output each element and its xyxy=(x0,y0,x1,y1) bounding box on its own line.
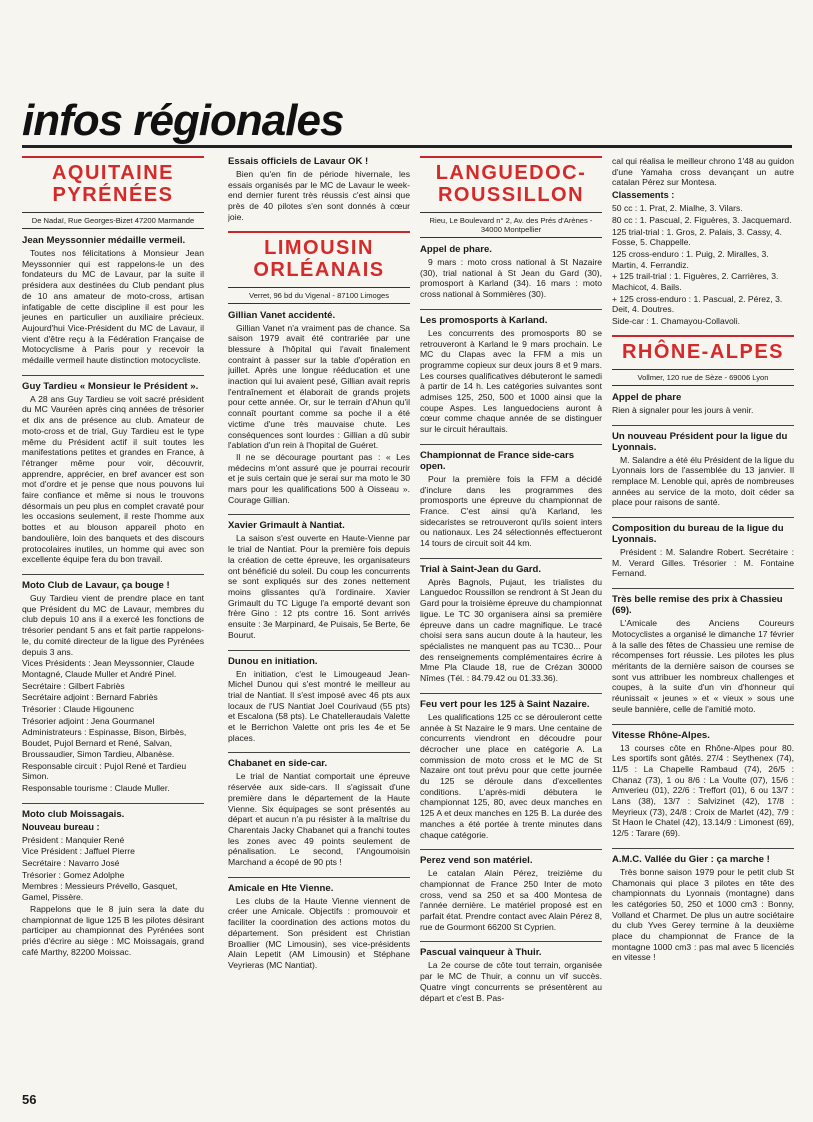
article-body: La saison s'est ouverte en Haute-Vienne par le trial de Nantiat. Pour la première fois depuis la création de cette épreuve, les organisateurs ont bénéficié du soleil. Du coup les concurrents se sont expliqués sur des zones nettement moins glissantes qu'à l'ordinaire. Xavier Grimault du TC Liguge l'a emporté devant son frère Gino : 12 pts contre 16. Sont arrivés ensuite : 3e Marpinard, 4e Puisais, 5e Berte, 6e Bourut. xyxy=(228,533,410,640)
list-item: Vices Présidents : Jean Meyssonnier, Claude Montagné, Claude Muller et André Pinel. xyxy=(22,658,195,679)
region-address: De Nadaï, Rue Georges-Bizet 47200 Marmande xyxy=(22,212,204,229)
article-body: Les clubs de la Haute Vienne viennent de créer une Amicale. Objectifs : promouvoir et faciliter la coordination des actions motos du département. Son président est Christian Broallier (MC Limousin), ses vice-présidents Alain Lepetit (AM Limousin) et Stéphane Veyrieras (MC Nantiat). xyxy=(228,895,410,970)
list-item: Trésorier : Claude Higounenc xyxy=(22,704,134,715)
list-item: + 125 trail-trial : 1. Figuères, 2. Carrières, 3. Machicot, 4. Bails. xyxy=(612,271,779,293)
classements-label: Classements : xyxy=(612,190,675,201)
article-title: Amicale en Hte Vienne. xyxy=(228,877,410,894)
article-title: Pascual vainqueur à Thuir. xyxy=(420,941,602,958)
article-body: Le trial de Nantiat comportait une épreuve réservée aux side-cars. Il s'agissait d'une première dans le département de la Haute Vienne. Six équipages se sont présentés au départ et aucun n'a pu résister à la maîtrise du Charentais Jacky Chabanet qui a franchi toutes les zones avec 49 points seulement de pénalisation. Le second, l'Angoumoisin Marchand a écopé de 90 pts ! xyxy=(228,771,410,868)
article-title: Essais officiels de Lavaur OK ! xyxy=(228,156,369,167)
article-body: Très bonne saison 1979 pour le petit club St Chamonais qui place 3 pilotes en tête des championnats du Lyonnais (montagne) dans les catégories 50, 250 et 1000 cm3 : Bonny, Volland et Charmet. De plus un autre sociétaire du club Yves Gerey termine à la deuxième place du championnat de France de la montagne 1000 cm3 : pas mal avec 5 licenciés en vitesse ! xyxy=(612,866,794,963)
list-item: Responsable circuit : Pujol René et Tardieu Simon. xyxy=(22,760,187,782)
page-number: 56 xyxy=(22,1092,37,1107)
article-body: Rien à signaler pour les jours à venir. xyxy=(612,404,754,415)
article-body: La 2e course de côte tout terrain, organisée par le MC de Thuir, a connu un vif succès. Quatre vingt concurrents se présentèrent au départ et c'est B. Pas- xyxy=(420,960,602,1003)
list-item: Secrétaire : Gilbert Fabriès xyxy=(22,680,125,691)
column-2 xyxy=(228,156,410,1096)
article-body: A 28 ans Guy Tardieu se voit sacré président du MC Vauréen après cinq années de trésorier et dix ans de présence au club. Amateur de moto-cross et de trial, Guy Tardieu est le type même du Président actif il suit toutes les manifestations petites et grandes en France, à l'étranger même pour voir, découvrir, apprendre, apprécier, en bref avancer est son mot d'ordre et je pense que nous pouvons lui faire confiance et même si nous le trouvons désormais un peu plus en complet cravaté pour les occasions seulement, il reste l'homme aux bottes et au blouson appareil photo en bandoulière, loin des banquets et des discours protocolaires inutiles, un homme qui avec son excellente équipe fera du bon travail. xyxy=(22,393,204,565)
article-body: Après Bagnols, Pujaut, les trialistes du Languedoc Roussillon se rendront à St Jean du Gard pour la troisième épreuve du championnat ligue. Le TC 30 organisera ainsi sa première épreuve dans un cadre magnifique. Le tracé choisi sera sans aucun doute à la hauteur, les spécialistes ne manquent pas au TC30... Pour des renseignements complémentaires écrire à Mme Pla Claude 18, rue de Crézan 30000 Nîmes (Tél. : 84.79.42 ou 01.33.36). xyxy=(420,576,602,684)
list-item: Vice Président : Jaffuel Pierre xyxy=(22,846,135,857)
article-body: Les concurrents des promosports 80 se retrouveront à Karland le 9 mars prochain. Le MC du Clapas avec la FFM a mis un programme copieux sur deux jours 8 et 9 mars. Les courses qualificatives débuteront le samedi à partir de 14 h. Les catégories suivantes sont admises 125, 250, 500 et 1000 ainsi que la coupe Aspes. Les languedociens auront à cœur comme chaque année de se distinguer sur le circuit héraultais. xyxy=(420,327,602,435)
region-name: LANGUEDOC-ROUSSILLON xyxy=(435,162,587,206)
article-body: Toutes nos félicitations à Monsieur Jean Meyssonnier qui est rappelons-le un des fondateurs du MC de Lavaur, par la suite il présidera aux destinées du Club pendant plus de 10 ans amateur de moto-cross, artisan infatigable de cette discipline il est pour les jeunes en particulier un auxiliaire précieux. Aujourd'hui Vice-Président du MC de Lavaur, il vient d'être reçu à la Fédération Française de Motocyclisme à Paris pour y recevoir la médaille vermeil haute distinction motocycliste. xyxy=(22,248,204,366)
article-body: M. Salandre a été élu Président de la ligue du Lyonnais lors de l'assemblée du 13 janvier. Il remplace M. Lenoble qui, après de nombreuses années au service de la moto, doit céder sa place pour raisons de santé. xyxy=(612,454,794,508)
article-body: Il ne se décourage pourtant pas : « Les médecins m'ont assuré que je pourrai recourir et je suis certain que je serai sur ma moto le 30 mars pour les qualifications 500 à Oisseau ». Courage Gillian. xyxy=(228,451,410,505)
list-item: Responsable tourisme : Claude Muller. xyxy=(22,782,170,793)
article-body: Pour la première fois la FFM a décidé d'inclure dans les programmes des promosports une épreuve du championnat de France. C'est ainsi qu'à Karland, les sidecaristes se retrouveront qu'ils soient inters ou nationaux. Les 24 sélectionnés effectueront 14 tours de circuit soit 44 km. xyxy=(420,473,602,549)
list-item: Secrétaire adjoint : Bernard Fabriès xyxy=(22,692,158,703)
region-name: RHÔNE-ALPES xyxy=(621,340,785,363)
region-address: Verret, 96 bd du Vigenal - 87100 Limoges xyxy=(228,287,410,304)
list-item: Membres : Messieurs Prévello, Gasquet, Gamel, Pissère. xyxy=(22,881,178,903)
article-body: Gillian Vanet n'a vraiment pas de chance. Sa saison 1979 avait été contrariée par une blessure à l'hôpital qui l'avait finalement contraint à passer sur la table d'opération en juillet. Après une longue rééducation et une inaction qui lui avaient pesé, Gillian avait repris l'entraînement et élaborait de grands projets pour cette année. Or, sur le terrain d'Ahun qu'il connaît pourtant comme sa poche il a été victime d'une très mauvaise chute. Les conséquences sont lourdes : Gillian a dû subir l'ablation d'un rein à l'hopital de Guéret. xyxy=(228,322,410,451)
list-item: Administrateurs : Espinasse, Bison, Birbès, Boudet, Pujol Bernard et René, Salvan, Broussaudier, Simon Tardieu, Albanèse. xyxy=(22,727,187,759)
article-body: Rappelons que le 8 juin sera la date du championnat de ligue 125 B les pilotes désirant participer au championnat des Pyrénées sont priés d'écrire au siège : MC Moissagais, grand café Marthy, 82200 Moissac. xyxy=(22,903,204,957)
title-rule xyxy=(22,145,792,148)
region-name: LIMOUSIN ORLÉANAIS xyxy=(253,236,385,281)
region-name: AQUITAINE PYRÉNÉES xyxy=(51,162,174,206)
article-title: Trial à Saint-Jean du Gard. xyxy=(420,558,602,575)
article-body: Le catalan Alain Pérez, treizième du championnat de France 250 Inter de moto cross, vend sa 250 et sa 400 Montesa de l'année dernière. Le matériel proposé est en parfait état. Prendre contact avec Alain Pérez 8, rue de Gourmont 66200 St Cyprien. xyxy=(420,868,602,932)
article-title: Chabanet en side-car. xyxy=(228,752,410,769)
article-body: Guy Tardieu vient de prendre place en tant que Président du MC de Lavaur, membres du club depuis 10 ans il a exercé les fonctions de trésorier pendant 5 ans et fait partie rappelons-le, du comité directeur de la ligue des Pyrénées depuis 3 ans. xyxy=(22,592,204,657)
article-title: Appel de phare xyxy=(612,391,682,403)
article-title: Dunou en initiation. xyxy=(228,650,410,667)
article-title: Moto club Moissagais. xyxy=(22,803,204,820)
article-subtitle: Nouveau bureau : xyxy=(22,821,100,832)
article-body: L'Amicale des Anciens Coureurs Motocyclistes a organisé le dimanche 17 février à la salle des fêtes de Chassieu une remise de récompenses fort réussie. Les pilotes les plus méritants de la dernière saison de courses se sont vus attribuer les nombreux challenges et coupes, à la suite d'un vin d'honneur qui réunissait « jeunes » et « vieux » sous une seule bannière, celle de l'amitié moto. xyxy=(612,618,794,714)
column-4 xyxy=(612,156,794,1096)
article-title: A.M.C. Vallée du Gier : ça marche ! xyxy=(612,848,794,865)
article-body: Bien qu'en fin de période hivernale, les essais organisés par le MC de Lavaur le week-end dernier furent très réussis c'est ainsi que près de 40 pilotes s'en sont donnés à cœur joie. xyxy=(228,169,410,222)
article-body: En initiation, c'est le Limougeaud Jean-Michel Dunou qui s'est montré le meilleur au trial de Nantiat. Il s'est imposé avec 46 pts aux locaux de l'US Nantiat Joel Courivaud (55 pts) et Escalona (58 pts). Le Chatelleraudais Valette et le Berrichon Valette ont pris les 4e et 5e places. xyxy=(228,668,410,743)
list-item: Secrétaire : Navarro José xyxy=(22,858,120,869)
list-item: 80 cc : 1. Pascual, 2. Figuères, 3. Jacquemard. xyxy=(612,214,792,225)
article-title: Perez vend son matériel. xyxy=(420,849,602,866)
column-3 xyxy=(420,156,602,1096)
article-body: 13 courses côte en Rhône-Alpes pour 80. Les sportifs sont gâtés. 27/4 : Seythenex (74), 11/5 : La Chapelle Rambaud (74), 26/5 : Chanaz (73), 1 ou 8/6 : La Voulte (07), 15/6 : Amverieu (01), 22/6 : Treffort (01), 6 ou 13/7 : Lans (38), 13/7 : Salvizinet (42), 17/8 : Meyrieux (73), 24/8 : Croix de Marlet (42), 7/9 : St Haon le Chatel (42), 13.14/9 : Limonest (69), 12/5 : Tarare (69). xyxy=(612,742,794,839)
article-body: cal qui réalisa le meilleur chrono 1'48 au guidon d'une Yamaha cross devançant un autre catalan Pérez sur Montesa. xyxy=(612,156,794,188)
list-item: 125 cross-enduro : 1. Puig, 2. Miralles, 3. Martin, 4. Ferrandiz. xyxy=(612,248,769,270)
list-item: Trésorier adjoint : Jena Gourmanel xyxy=(22,715,155,726)
article-title: Gillian Vanet accidenté. xyxy=(228,309,336,321)
article-title: Appel de phare. xyxy=(420,244,492,255)
list-item: + 125 cross-enduro : 1. Pascual, 2. Pérez, 3. Deit, 4. Doutres. xyxy=(612,293,783,315)
list-item: Trésorier : Gomez Adolphe xyxy=(22,869,125,880)
list-item: 125 trial-trial : 1. Gros, 2. Palais, 3. Cassy, 4. Fosse, 5. Chappelle. xyxy=(612,226,782,248)
article-title: Très belle remise des prix à Chassieu (69). xyxy=(612,588,794,616)
region-header-rhone xyxy=(612,335,794,390)
list-item: Président : Manquier René xyxy=(22,834,125,845)
list-item: Side-car : 1. Chamayou-Collavoli. xyxy=(612,316,741,327)
article-title: Guy Tardieu « Monsieur le Président ». xyxy=(22,375,204,392)
article-body: Les qualifications 125 cc se dérouleront cette année à St Nazaire le 9 mars. Une centaine de concurrents viendront en découdre pour décrocher une place en catégorie A. La commission de moto cross et le MC de St Nazaire ont tout prévu pour que cette journée du 125 se déroule dans d'excellentes conditions. L'après-midi débutera le championnat 125, 80, avec deux manches en 125 A et deux manches en 125 B. La durée des manches a été portée à trente minutes dans chaque catégorie. xyxy=(420,711,602,840)
article-body: Président : M. Salandre Robert. Secrétaire : M. Verard Gilles. Trésorier : M. Fontaine Fernand. xyxy=(612,547,794,579)
article-title: Les promosports à Karland. xyxy=(420,309,602,326)
region-header-aquitaine xyxy=(22,156,204,233)
article-title: Moto Club de Lavaur, ça bouge ! xyxy=(22,574,204,591)
page-title: infos régionales xyxy=(22,96,344,145)
region-header-limousin xyxy=(228,231,410,308)
article-body: 9 mars : moto cross national à St Nazaire (30), trial national à St Jean du Gard (30), promosport à Karland (34). 16 mars : moto cross national à Sommières (30). xyxy=(420,257,602,300)
region-address: Rieu, Le Boulevard n° 2, Av. des Prés d'Arènes - 34000 Montpellier xyxy=(420,212,602,238)
column-1 xyxy=(22,156,204,1096)
article-title: Jean Meyssonnier médaille vermeil. xyxy=(22,235,186,246)
article-title: Vitesse Rhône-Alpes. xyxy=(612,724,794,741)
article-title: Composition du bureau de la ligue du Lyonnais. xyxy=(612,517,794,545)
list-item: 50 cc : 1. Prat, 2. Mialhe, 3. Vilars. xyxy=(612,203,743,214)
article-title: Feu vert pour les 125 à Saint Nazaire. xyxy=(420,693,602,710)
article-title: Championnat de France side-cars open. xyxy=(420,444,602,472)
article-title: Xavier Grimault à Nantiat. xyxy=(228,514,410,531)
region-address: Vollmer, 120 rue de Sèze - 69006 Lyon xyxy=(612,369,794,386)
article-title: Un nouveau Président pour la ligue du Lyonnais. xyxy=(612,425,794,453)
region-header-languedoc xyxy=(420,156,602,242)
